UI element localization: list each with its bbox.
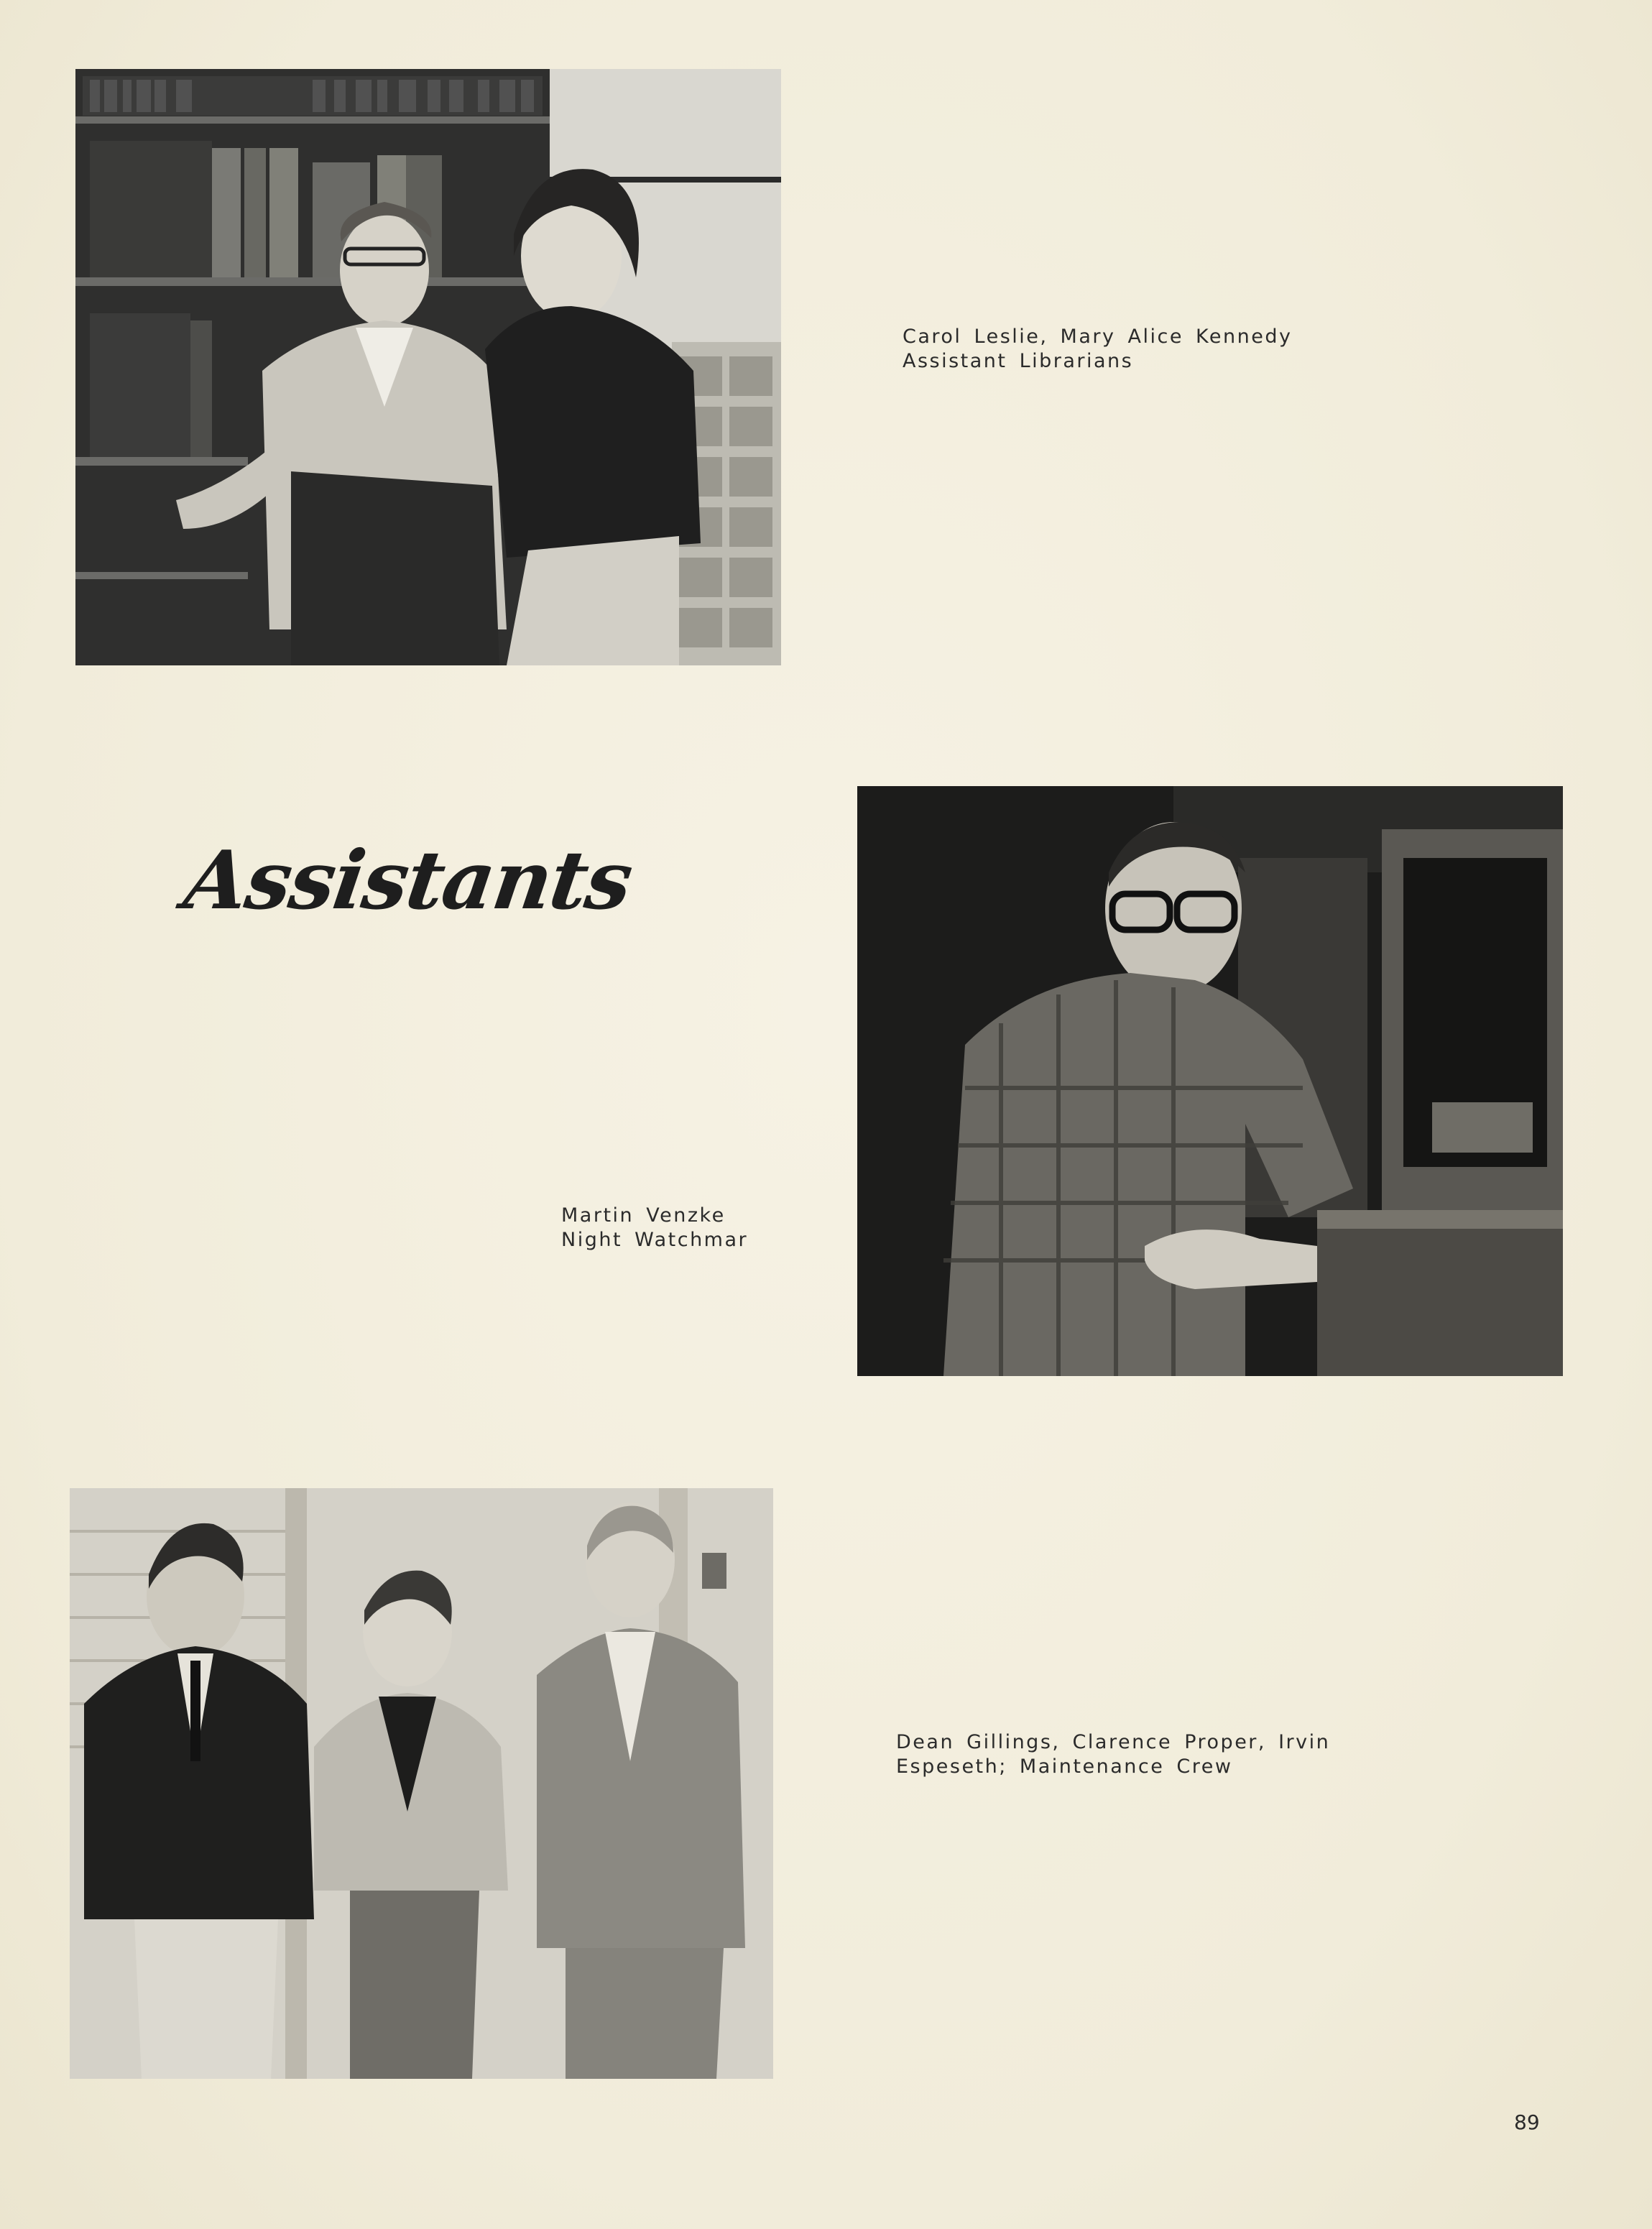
caption-assistant-librarians [903,325,1292,374]
photo-night-watchman [857,786,1563,1376]
page-number: 89 [1514,2110,1540,2134]
photo-maintenance-crew [70,1488,773,2079]
watchman-photo-illustration [857,786,1563,1376]
caption-watchman-line-1: Martin Venzke [561,1204,726,1227]
caption-maintenance-crew [896,1730,1330,1779]
librarians-photo-illustration [75,69,781,665]
caption-crew-line-1: Dean Gillings, Clarence Proper, Irvin [896,1731,1331,1753]
section-title: Assistants [178,834,637,928]
photo-assistant-librarians [75,69,781,665]
caption-crew-line-2: Espeseth; Maintenance Crew [896,1755,1233,1778]
crew-photo-illustration [70,1488,773,2079]
caption-watchman-line-2: Night Watchmar [561,1229,749,1251]
caption-librarians-line-1: Carol Leslie, Mary Alice Kennedy [903,326,1293,348]
caption-night-watchman [561,1204,748,1252]
caption-librarians-line-2: Assistant Librarians [903,350,1134,372]
